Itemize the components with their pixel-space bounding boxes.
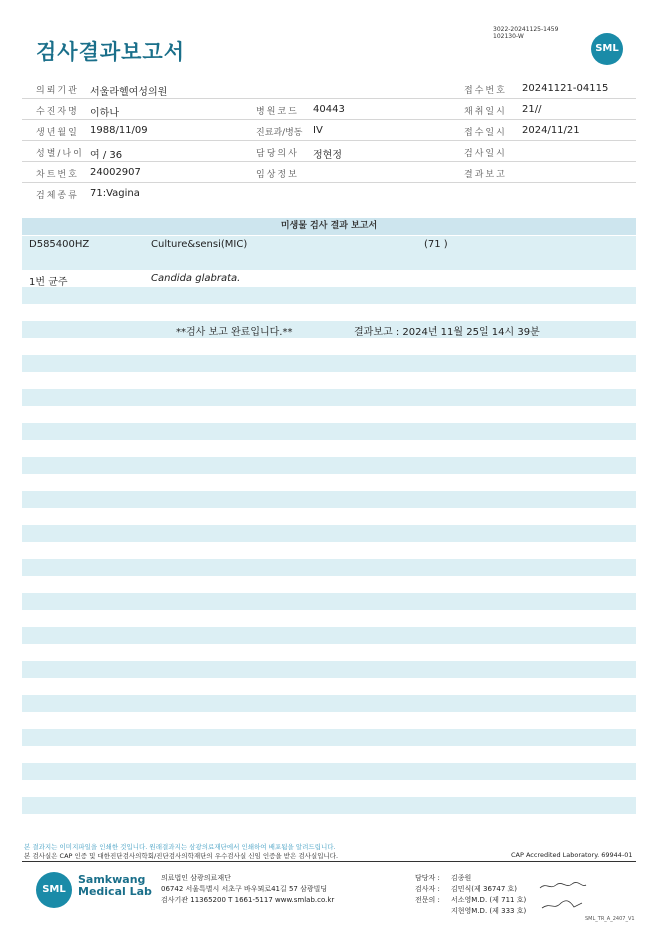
result-band (22, 797, 636, 814)
result-band (22, 695, 636, 712)
document-codes: 3022-20241125-1459 102130-W (493, 26, 559, 40)
org-name: 의료법인 삼광의료재단 (161, 874, 231, 882)
result-band (22, 559, 636, 576)
samkwang-logo: SML (36, 872, 72, 908)
org-address: 06742 서울특별시 서초구 바우뫼로41길 57 삼광빌딩 (161, 885, 328, 893)
staff-name: 김종원 (451, 874, 472, 882)
org-contact: 검사기관 11365200 T 1661-5117 www.smlab.co.kr (161, 896, 335, 904)
result-band (22, 763, 636, 780)
staff-role: 담당자 : (415, 874, 440, 882)
info-row: 검체종류 71:Vagina (36, 188, 140, 201)
staff-name: 지현영M.D. (제 333 호) (451, 907, 527, 915)
specimen-code: (71 ) (424, 239, 448, 250)
form-code: SML_TR_A_2407_V1 (585, 916, 635, 922)
result-band (22, 593, 636, 610)
result-band (22, 423, 636, 440)
result-band (22, 457, 636, 474)
info-row: 생년월일 1988/11/09 진료과/병동 IV 접수일시 2024/11/21 (22, 120, 636, 141)
result-band (22, 389, 636, 406)
result-band (22, 287, 636, 304)
info-row: 성별/나이 여 / 36 담당의사 정현정 검사일시 (22, 141, 636, 162)
result-band (22, 491, 636, 508)
staff-name: 서소영M.D. (제 711 호) (451, 896, 527, 904)
organism-name: Candida glabrata. (151, 273, 241, 284)
signature (538, 880, 588, 892)
result-band (22, 729, 636, 746)
brand-name: Samkwang Medical Lab (78, 873, 152, 898)
result-band (22, 321, 636, 338)
result-band (22, 661, 636, 678)
result-band (22, 253, 636, 270)
result-band (22, 525, 636, 542)
result-band (22, 627, 636, 644)
result-band (22, 236, 636, 253)
test-name: Culture&sensi(MIC) (151, 239, 248, 250)
staff-role: 검사자 : (415, 885, 440, 893)
organism-label: 1번 균주 (29, 277, 68, 288)
report-title: 검사결과보고서 (36, 40, 186, 64)
info-row: 의뢰기관 서울라헬여성의원 접수번호 20241121-04115 (22, 78, 636, 99)
accreditation-notice: 본 검사실은 CAP 인증 및 대한진단검사의학회/진단검사의학재단의 우수검사실 신임 인증을 받은 검사실입니다. (24, 852, 339, 860)
completion-message: **검사 보고 완료입니다.** (176, 327, 293, 338)
signature (540, 898, 585, 912)
print-notice: 본 결과지는 이미지파일을 인쇄한 것입니다. 원래결과지는 삼광의료재단에서 인쇄하여 배포됨을 알려드립니다. (24, 843, 336, 851)
sml-logo: SML (591, 33, 623, 65)
cap-label: CAP Accredited Laboratory. 69944-01 (511, 851, 633, 859)
report-datetime: 결과보고 : 2024년 11월 25일 14시 39분 (354, 327, 540, 338)
info-row: 차트번호 24002907 임상정보 결과보고 (22, 162, 636, 183)
footer-divider (22, 861, 636, 862)
result-band (22, 355, 636, 372)
staff-name: 김민식(제 36747 호) (451, 885, 517, 893)
info-row: 수진자명 이하나 병원코드 40443 채취일시 21// (22, 99, 636, 120)
test-code: D585400HZ (29, 239, 90, 250)
staff-role: 전문의 : (415, 896, 440, 904)
section-header: 미생물 검사 결과 보고서 (22, 218, 636, 235)
